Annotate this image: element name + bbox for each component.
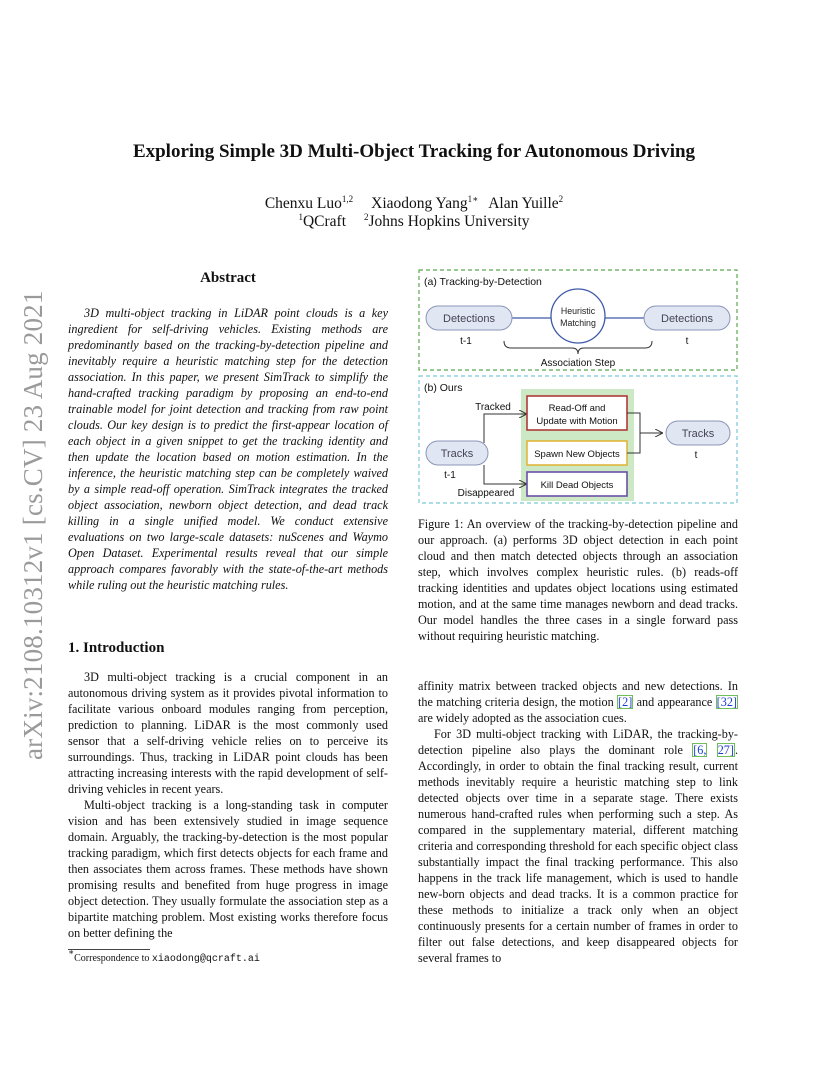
time-label-t: t [685,336,689,347]
tracked-label: Tracked [475,402,511,413]
matching-label: Matching [560,318,596,328]
citation-link[interactable]: 27] [717,743,734,757]
body-paragraph [418,726,738,966]
affiliation-list [60,213,768,231]
time-label-t-minus-1: t-1 [460,336,472,347]
intro-paragraph: Multi-object tracking is a long-standing task in computer vision and has been extensively studied in image sequence domain. Arguably, the tracking-by-detection is the most popular tracking paradigm, which first detects objects for each frame and then associates them across frames. These methods have shown promising results and benefited from huge progress in image object detection. They usually formulate the association step as a bipartite matching problem. Most existing works therefore focus on better defining the [68,798,388,940]
citation-link[interactable]: [2] [618,695,633,709]
caption-text: An overview of the tracking-by-detection pipeline and our approach. (a) performs 3D object detection in each point cloud and then match detected objects through an association step, which involves complex heuristic rules. (b) reads-off tracking identities and updates object locations using estimated motion, and at the same time manages newborn and dead tracks. Our model handles the three cases in a single forward pass without requiring heuristic matching. [418,517,738,643]
author-affil-mark: 2 [558,194,564,204]
detections-label-right: Detections [661,313,713,325]
abstract-heading: Abstract [200,270,256,286]
panel-a-label: (a) Tracking-by-Detection [424,276,542,288]
panel-b-label: (b) Ours [424,382,463,394]
author-name: Xiaodong Yang [371,195,468,212]
right-column-body [418,678,738,966]
author-name: Alan Yuille [488,195,559,212]
affiliation-name: QCraft [302,213,346,230]
arxiv-identifier: arXiv:2108.10312v1 [cs.CV] 23 Aug 2021 [18,290,48,760]
author-name: Chenxu Luo [264,195,342,212]
paper-title: Exploring Simple 3D Multi-Object Tracking for Autonomous Driving [132,141,696,162]
tracked-arrow [484,414,526,443]
body-text: . Accordingly, in order to obtain the final tracking result, current methods inevitably require a heuristic matching step to link detected objects over time in a separate stage. There exists numerous hand-crafted rules when performing such a step. As compared in the supplementary material, different matching criteria and corresponding threshold for each specific object class substantially impact the final tracking performance. This also happens in the track life management, which is used to handle new-born objects and dead tracks. It is a common practice for these methods to initialize a track only when an object continuously presents for a certain number of frames in order to filter out false detections, and keep disappeared objects for several frames to [418,743,738,965]
update-motion-label: Update with Motion [536,416,618,427]
citation-link[interactable]: [6, [693,743,707,757]
section-heading-introduction: 1. Introduction [68,640,165,656]
body-text: affinity matrix between tracked objects and new detections. In the matching criteria design, the motion [418,679,738,709]
detections-label-left: Detections [443,313,495,325]
footnote-divider [68,949,150,950]
body-text: and appearance [633,695,716,709]
abstract-paragraph: 3D multi-object tracking in LiDAR point clouds is a key ingredient for self-driving vehicles. Existing methods are predominantly based on the tracking-by-detection pipeline and inevitably require a heuristic matching step for the detection association. In this paper, we present SimTrack to simplify the hand-crafted tracking paradigm by proposing an end-to-end trainable model for joint detection and tracking from raw point clouds. Our key design is to predict the first-appear location of each object in a given snippet to get the tracking identity and then update the location based on motion estimation. In the inference, the heuristic matching step can be completely waived by a simple read-off operation. SimTrack integrates the tracked object association, newborn object detection, and dead track killing in a single unified model. We conduct extensive evaluations on two large-scale datasets: nuScenes and Waymo Open Dataset. Experimental results reveal that our simple approach compares favorably with the state-of-the-art methods while ruling out the heuristic matching rules. [68,306,388,592]
affil-mark: 1 [298,212,303,222]
time-label-t-minus-1: t-1 [444,470,456,481]
spawn-label: Spawn New Objects [534,449,620,460]
author-affil-mark: 1,2 [341,194,354,204]
citation-link[interactable]: [32] [716,695,737,709]
footnote-mark: ∗ [68,947,75,957]
figure-1-diagram [418,268,738,504]
body-text: For 3D multi-object tracking with LiDAR, the tracking-by-detection pipeline also plays the dominant role [418,727,738,757]
intro-paragraph: 3D multi-object tracking is a crucial component in an autonomous driving system as it provides pivotal information to facilitate various onboard modules ranging from perception, prediction to planning. LiDAR is the most commonly used sensor that a self-driving vehicle relies on to perceive its surroundings. Thus, tracking in LiDAR point clouds has been attracting increasing interests with the rapid development of self-driving vehicles in recent years. [68,670,388,796]
abstract-body [68,305,388,593]
tracks-label-right: Tracks [681,428,715,440]
heuristic-matching-node [551,289,605,343]
author-list [60,195,768,213]
footnote-email-link[interactable]: xiaodong@qcraft.ai [151,954,260,965]
association-step-label: Association Step [540,358,616,369]
heuristic-label: Heuristic [560,306,596,316]
affiliation-name: Johns Hopkins University [368,213,530,230]
affil-mark: 2 [364,212,369,222]
footnote [68,947,260,965]
time-label-t: t [694,450,698,461]
disappeared-label: Disappeared [457,488,515,499]
footnote-text: Correspondence to [74,953,152,964]
kill-label: Kill Dead Objects [540,480,614,491]
author-affil-mark: 1∗ [467,194,479,204]
body-text: are widely adopted as the association cues. [418,711,627,725]
disappeared-arrow [484,465,526,484]
caption-label: Figure 1: [418,517,464,531]
figure-1-caption [418,516,738,644]
read-off-label: Read-Off and [548,403,606,414]
tracks-label-left: Tracks [440,448,474,460]
introduction-body [68,669,388,941]
body-paragraph [418,678,738,726]
